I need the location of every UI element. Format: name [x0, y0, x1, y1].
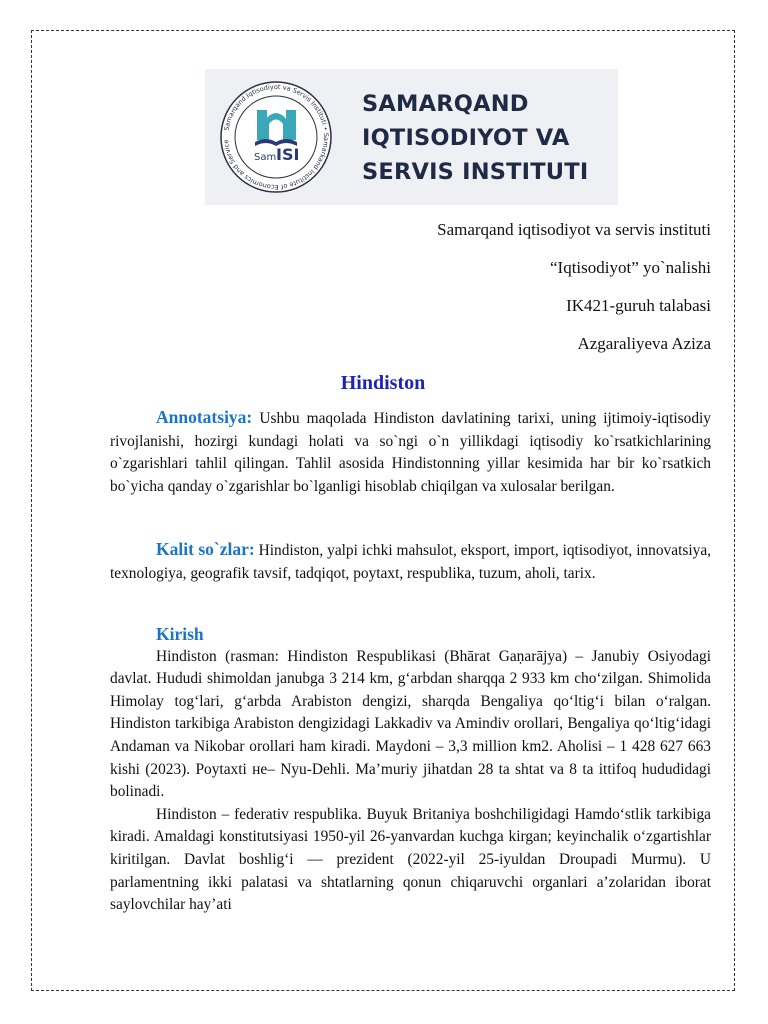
author-direction: “Iqtisodiyot” yo`nalishi [549, 258, 711, 277]
document-page [31, 30, 735, 991]
logo-line-2: IQTISODIYOT VA [362, 125, 570, 151]
author-institution: Samarqand iqtisodiyot va servis instituti [437, 220, 711, 239]
seal-emblem-icon [219, 80, 355, 194]
author-name: Azgaraliyeva Aziza [577, 334, 711, 353]
keywords-section [110, 538, 711, 585]
logo-wordmark [362, 87, 588, 189]
logo-line-1: SAMARQAND [362, 91, 529, 117]
article-title: Hindiston [340, 372, 426, 394]
keywords-text: Hindiston, yalpi ichki mahsulot, eksport, import, iqtisodiyot, innovatsiya, texnologiya, geografik tavsif, tadqiqot, poytaxt, respublika, tuzum, aholi, tarix. [110, 542, 711, 582]
svg-text:Sam: Sam [254, 152, 277, 163]
annotation-label: Annotatsiya: [156, 407, 253, 427]
annotation-text: Ushbu maqolada Hindiston davlatining tarixi, uning ijtimoiy-iqtisodiy rivojlanishi, hozirgi kundagi holati va so`ngi o`n yillikdagi iqtisodiy ko`rsatkichlarining o`zgarishlari tahlil qilingan. Tahlil asosida Hindistonning yillar kesimida har bir ko`rsatkich bo`yicha qanday o`zgarishlar bo`lganligi hisoblab chiqilgan va xulosalar berilgan. [110, 410, 711, 495]
svg-text:Samarqand Iqtisodiyot va Servi: Samarqand Iqtisodiyot va Servis Instituti • Samarkand Institute of Economics and Service [222, 82, 331, 192]
institute-logo [205, 69, 618, 205]
intro-paragraph-2: Hindiston – federativ respublika. Buyuk Britaniya boshchiligidagi Hamdo‘stlik tarkibiga kiradi. Amaldagi konstitutsiyasi 1950-yil 26-yanvardan kuchga kirgan; keyinchalik o‘zgartishlar kiritilgan. Davlat boshlig‘i — prezident (2022-yil 25-iyuldan Droupadi Murmu). U parlamentning ikki palatasi va shtatlarning qonun chiqaruvchi organlari a’zolaridan iborat saylovchilar hay’ati [110, 805, 711, 914]
author-group: IK421-guruh talabasi [566, 296, 711, 315]
keywords-label: Kalit so`zlar: [156, 539, 255, 559]
author-info [437, 220, 711, 372]
logo-line-3: SERVIS INSTITUTI [362, 159, 589, 185]
annotation-section [110, 406, 711, 498]
intro-heading: Kirish [156, 624, 204, 644]
svg-text:ISI: ISI [276, 145, 300, 164]
intro-section [110, 623, 711, 917]
intro-paragraph-1: Hindiston (rasman: Hindiston Respublikasi (Bhārat Gaṇarājya) – Janubiy Osiyodagi davlat. Hududi shimoldan janubga 3 214 km, g‘arbdan sharqqa 2 933 km cho‘zilgan. Shimolida Himolay tog‘lari, g‘arbda Arabiston dengizi, sharqda Bengaliya qo‘ltig‘i bilan o‘ralgan. Hindiston tarkibiga Arabiston dengizidagi Lakkadiv va Amindiv orollari, Bengaliya qo‘ltig‘idagi Andaman va Nikobar orollari ham kiradi. Maydoni – 3,3 million km2. Aholisi – 1 428 627 663 kishi (2023). Poytaxti не– Nyu-Dehli. Ma’muriy jihatdan 28 ta shtat va 8 ta ittifoq hududidagi bolinadi. [110, 647, 711, 801]
